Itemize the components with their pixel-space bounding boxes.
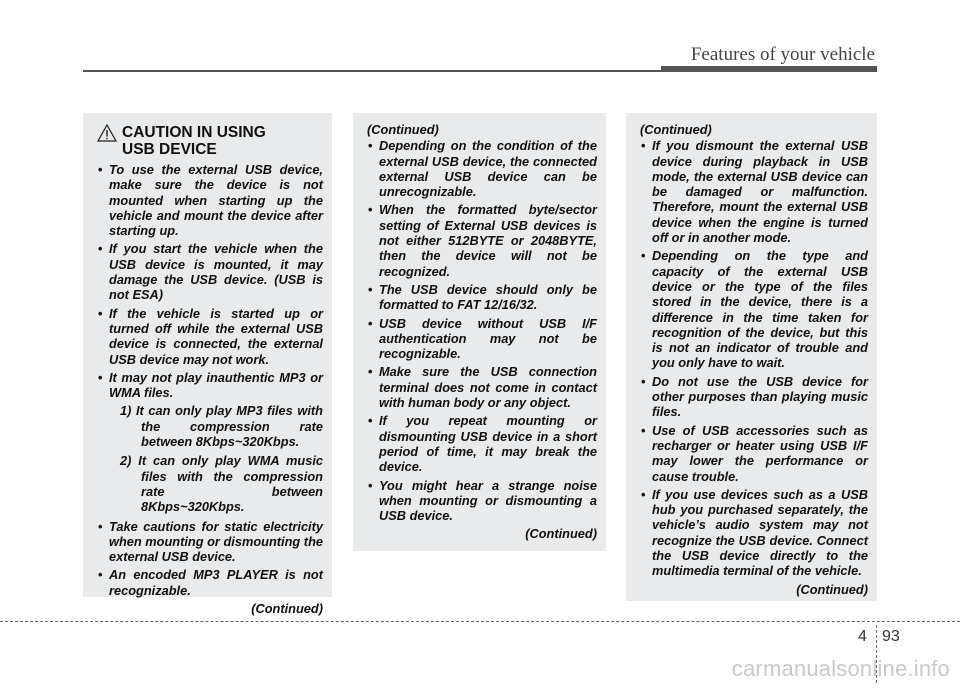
list-item: • If you repeat mounting or dismounting USB device in a short period of time, it may break the device.: [367, 413, 597, 474]
continued-panel-2: [353, 113, 606, 551]
caution-heading: [97, 124, 323, 158]
list-item: • The USB device should only be formatted to FAT 12/16/32.: [367, 282, 597, 313]
continued-label: (Continued): [251, 601, 323, 617]
list-item: • Make sure the USB connection terminal does not come in contact with human body or any object.: [367, 364, 597, 410]
list-item: • If you use devices such as a USB hub you purchased separately, the vehicle’s audio system may not recognize the USB device. Connect the USB device directly to the multimedia terminal of the vehicle.: [640, 487, 868, 579]
list-item: • If you dismount the external USB device during playback in USB mode, the external USB device can be damaged or malfunction. Therefore, mount the external USB device when the engine is turned off or in another mode.: [640, 138, 868, 245]
list-item: • An encoded MP3 PLAYER is not recognizable.: [97, 567, 323, 598]
continued-panel-3: [626, 113, 877, 601]
list-item: • When the formatted byte/sector setting of External USB devices is not either 512BYTE or 2048BYTE, then the device will not be recognized.: [367, 202, 597, 278]
page-header-title: Features of your vehicle: [690, 44, 875, 65]
warning-triangle-icon: [97, 124, 117, 142]
continued-label: (Continued): [796, 581, 868, 597]
sub-list: [109, 403, 323, 514]
sub-list-item: 2) It can only play WMA music files with the compression rate between 8Kbps~320Kbps.: [120, 453, 323, 515]
list-item: • If you start the vehicle when the USB device is mounted, it may damage the USB device. (USB is not ESA): [97, 241, 323, 302]
list-item: • Use of USB accessories such as recharger or heater using USB I/F may lower the performance or cause trouble.: [640, 423, 868, 484]
list-item: • Take cautions for static electricity when mounting or dismounting the external USB device.: [97, 519, 323, 565]
caution-title: CAUTION IN USING USB DEVICE: [122, 124, 266, 158]
continued-header: (Continued): [640, 122, 712, 137]
list-item: • Depending on the condition of the external USB device, the connected external USB device can be unrecognizable.: [367, 138, 597, 199]
caution-panel: [83, 113, 332, 617]
list-item: • Depending on the type and capacity of the external USB device or the type of the files stored in the device, there is a difference in the time taken for recognition of the device, but this is not an indicator of trouble and you only have to wait.: [640, 248, 868, 370]
header-rule: [83, 70, 661, 72]
continued-header: (Continued): [367, 122, 439, 137]
page-number: 93: [882, 628, 900, 645]
caution-list: [640, 138, 868, 578]
chapter-number: 4: [858, 628, 867, 645]
list-item: [97, 370, 323, 515]
caution-list: [367, 138, 597, 523]
continued-label: (Continued): [525, 526, 597, 542]
watermark: carmanualsonline.info: [731, 656, 950, 681]
header-rule-thick: [661, 66, 877, 72]
list-item: • You might hear a strange noise when mounting or dismounting a USB device.: [367, 478, 597, 524]
list-item: • Do not use the USB device for other purposes than playing music files.: [640, 374, 868, 420]
caution-list: [97, 162, 323, 598]
list-item: • If the vehicle is started up or turned off while the external USB device is connected, the external USB device may not work.: [97, 306, 323, 367]
footer-divider: [0, 621, 960, 622]
list-item-text: It may not play inauthentic MP3 or WMA files.: [109, 369, 323, 401]
list-item: • USB device without USB I/F authentication may not be recognizable.: [367, 316, 597, 362]
list-item: • To use the external USB device, make sure the device is not mounted when starting up the vehicle and mount the device after starting up.: [97, 162, 323, 238]
sub-list-item: 1) It can only play MP3 files with the compression rate between 8Kbps~320Kbps.: [120, 403, 323, 450]
